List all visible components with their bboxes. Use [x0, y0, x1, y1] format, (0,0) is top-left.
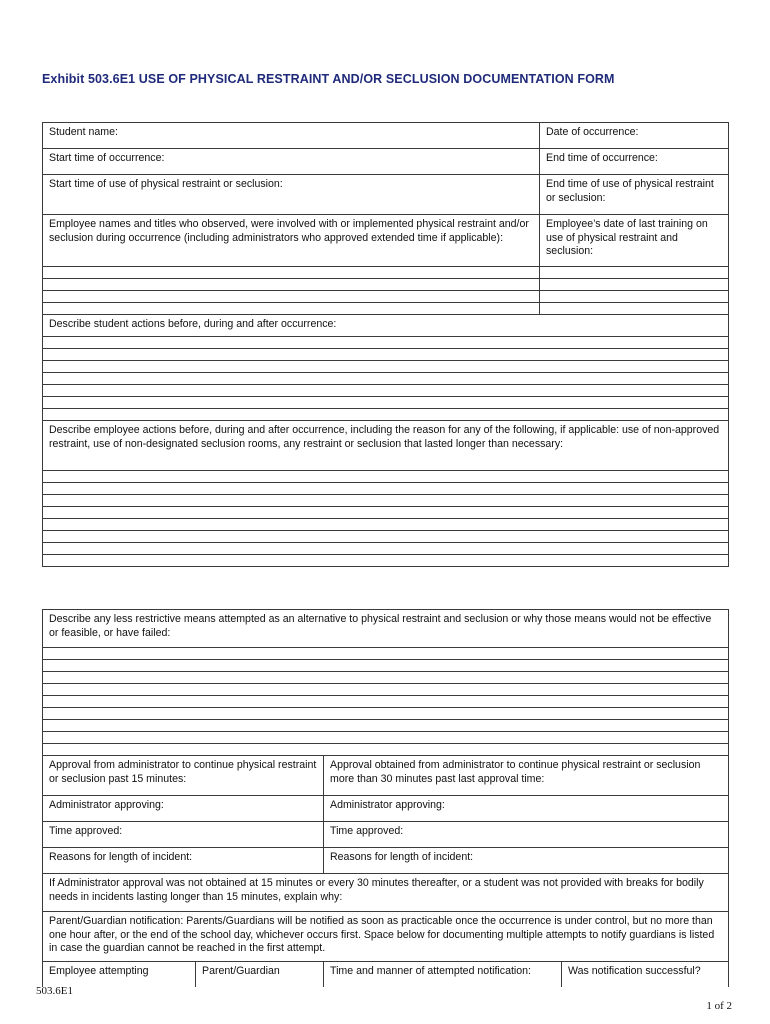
parent-notification-label: Parent/Guardian notification: Parents/Guardians will be notified as soon as practicable once the occurrence is under control, but no more than one hour after, or the end of the school day, whichever occurs first. Space below for documenting multiple attempts to notify guardians is listed in case the guardian cannot be reached in the first attempt. [43, 912, 729, 962]
employee-name-line[interactable] [43, 291, 540, 303]
reasons-length-15-field[interactable]: Reasons for length of incident: [43, 848, 324, 874]
time-approved-30-field[interactable]: Time approved: [324, 822, 729, 848]
less-restrictive-line[interactable] [43, 684, 729, 696]
employee-training-label: Employee’s date of last training on use of physical restraint and seclusion: [540, 215, 729, 267]
date-of-occurrence-field[interactable]: Date of occurrence: [540, 123, 729, 149]
end-time-restraint-field[interactable]: End time of use of physical restraint or seclusion: [540, 175, 729, 215]
time-approved-15-field[interactable]: Time approved: [43, 822, 324, 848]
approval-notification-table [42, 609, 729, 990]
less-restrictive-line[interactable] [43, 672, 729, 684]
training-date-line[interactable] [540, 279, 729, 291]
administrator-approving-15-field[interactable]: Administrator approving: [43, 796, 324, 822]
student-actions-line[interactable] [43, 409, 729, 421]
student-actions-line[interactable] [43, 337, 729, 349]
employee-actions-label: Describe employee actions before, during and after occurrence, including the reason for any of the following, if applicable: use of non-approved restraint, use of non-designated seclusion rooms, any restraint or seclusion that lasted longer than necessary: [43, 421, 729, 471]
employee-actions-line[interactable] [43, 471, 729, 483]
notification-successful-header: Was notification successful? [562, 962, 729, 990]
approval-not-obtained-field[interactable]: If Administrator approval was not obtained at 15 minutes or every 30 minutes thereafter, or a student was not provided with breaks for bodily needs in incidents lasting longer than 15 minutes, explain why: [43, 874, 729, 912]
student-actions-line[interactable] [43, 361, 729, 373]
employee-name-line[interactable] [43, 267, 540, 279]
page-number: 1 of 2 [706, 1000, 732, 1012]
employee-actions-line[interactable] [43, 495, 729, 507]
parent-guardian-header: Parent/Guardian [196, 962, 324, 990]
end-time-occurrence-field[interactable]: End time of occurrence: [540, 149, 729, 175]
time-manner-header: Time and manner of attempted notification: [324, 962, 562, 990]
employee-attempting-header: Employee attempting [43, 962, 196, 990]
page-bottom-margin [0, 987, 770, 1024]
training-date-line[interactable] [540, 303, 729, 315]
start-time-occurrence-field[interactable]: Start time of occurrence: [43, 149, 540, 175]
less-restrictive-line[interactable] [43, 732, 729, 744]
approval-15-minutes-label: Approval from administrator to continue physical restraint or seclusion past 15 minutes: [43, 756, 324, 796]
student-actions-line[interactable] [43, 349, 729, 361]
employee-actions-line[interactable] [43, 531, 729, 543]
training-date-line[interactable] [540, 291, 729, 303]
student-actions-line[interactable] [43, 397, 729, 409]
less-restrictive-line[interactable] [43, 660, 729, 672]
form-title: Exhibit 503.6E1 USE OF PHYSICAL RESTRAINT AND/OR SECLUSION DOCUMENTATION FORM [42, 72, 615, 86]
less-restrictive-line[interactable] [43, 720, 729, 732]
less-restrictive-line[interactable] [43, 696, 729, 708]
student-name-field[interactable]: Student name: [43, 123, 540, 149]
employee-name-line[interactable] [43, 279, 540, 291]
reasons-length-30-field[interactable]: Reasons for length of incident: [324, 848, 729, 874]
training-date-line[interactable] [540, 267, 729, 279]
employee-actions-line[interactable] [43, 543, 729, 555]
employee-name-line[interactable] [43, 303, 540, 315]
start-time-restraint-field[interactable]: Start time of use of physical restraint or seclusion: [43, 175, 540, 215]
employee-actions-line[interactable] [43, 555, 729, 567]
student-actions-line[interactable] [43, 385, 729, 397]
less-restrictive-line[interactable] [43, 708, 729, 720]
less-restrictive-line[interactable] [43, 744, 729, 756]
incident-details-table [42, 122, 729, 567]
student-actions-line[interactable] [43, 373, 729, 385]
administrator-approving-30-field[interactable]: Administrator approving: [324, 796, 729, 822]
less-restrictive-label: Describe any less restrictive means attempted as an alternative to physical restraint and seclusion or why those means would not be effective or feasible, or have failed: [43, 610, 729, 648]
employee-names-label: Employee names and titles who observed, were involved with or implemented physical restraint and/or seclusion during occurrence (including administrators who approved extended time if applicable): [43, 215, 540, 267]
employee-actions-line[interactable] [43, 507, 729, 519]
student-actions-label: Describe student actions before, during and after occurrence: [43, 315, 729, 337]
approval-30-minutes-label: Approval obtained from administrator to continue physical restraint or seclusion more than 30 minutes past last approval time: [324, 756, 729, 796]
less-restrictive-line[interactable] [43, 648, 729, 660]
employee-actions-line[interactable] [43, 483, 729, 495]
form-code: 503.6E1 [36, 985, 73, 997]
employee-actions-line[interactable] [43, 519, 729, 531]
